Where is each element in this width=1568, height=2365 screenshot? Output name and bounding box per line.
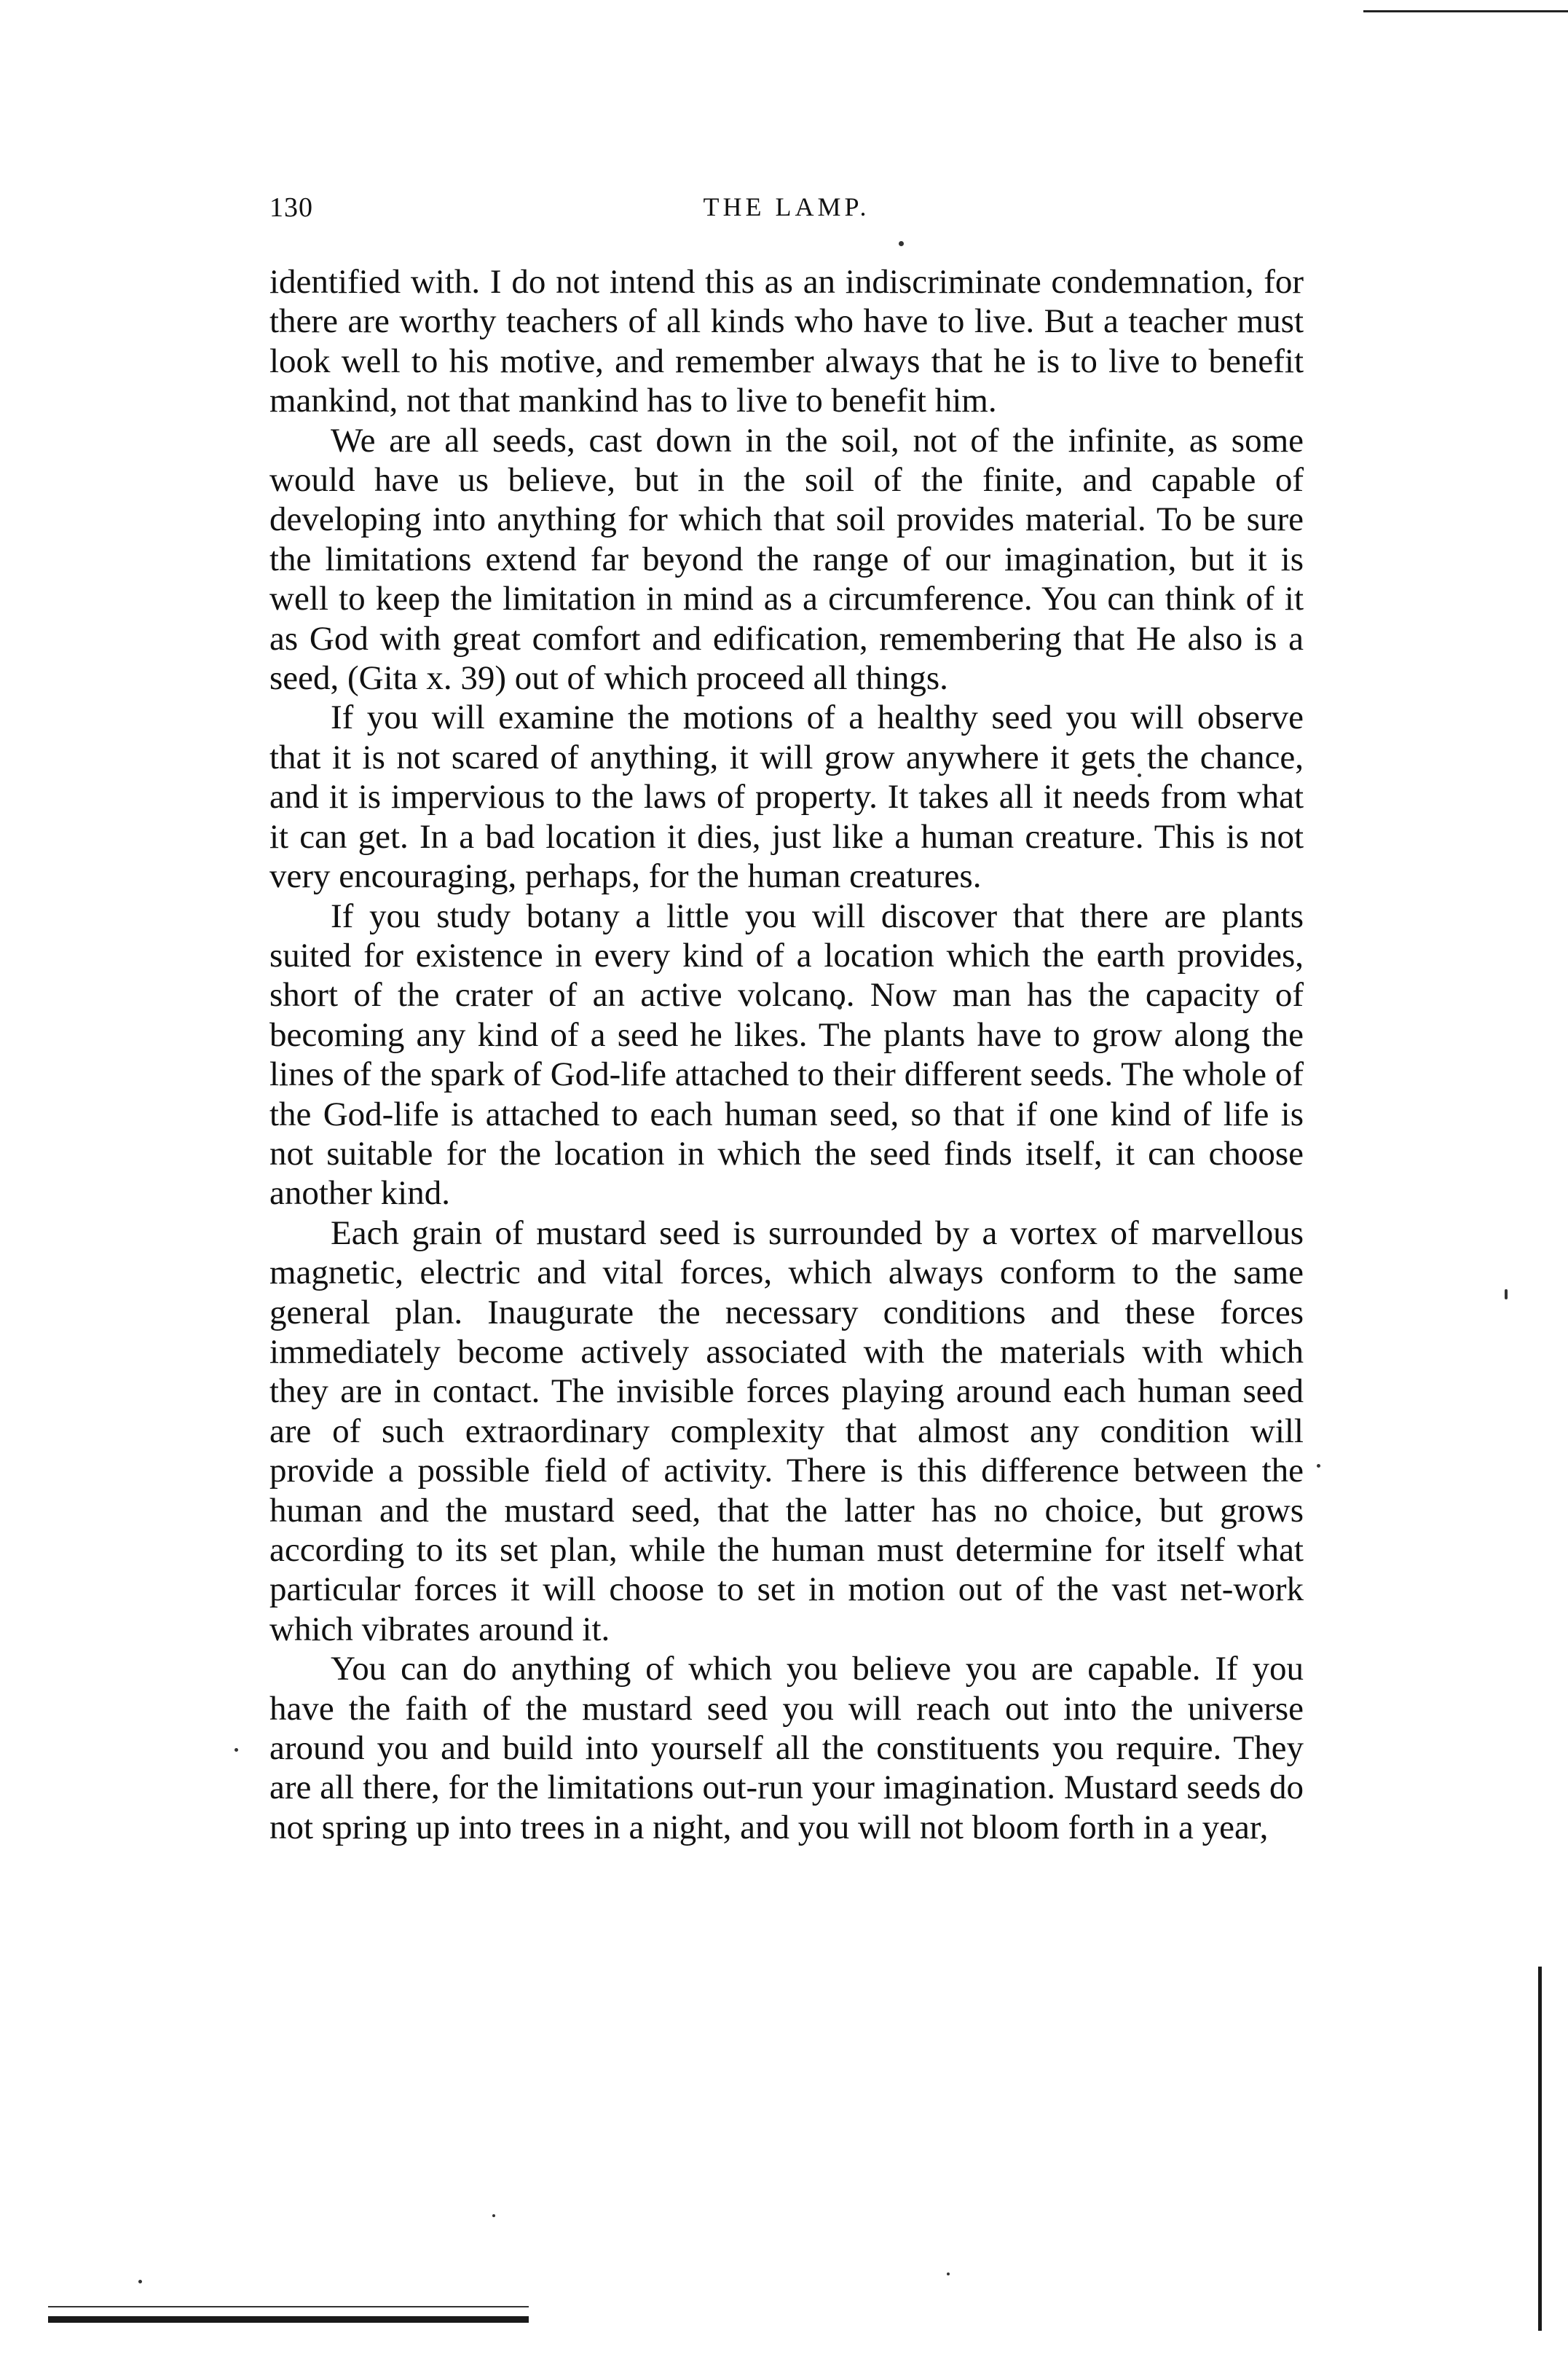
paragraph-2: We are all seeds, cast down in the soil, not of the infinite, as some would have us believe, but in the soil of the finite, and capable of developing into anything for which that soil provides material. To be sure the limitations extend far beyond the range of our imagination, but it is well to keep the limitation in mind as a circumference. You can think of it as God with great comfort and edification, remembering that He also is a seed, (Gita x. 39) out of which proceed all things. — [269, 421, 1304, 698]
paragraph-4: If you study botany a little you will discover that there are plants suited for existence in every kind of a location which the earth provides, short of the crater of an active volcano. Now man has the capacity of becoming any kind of a seed he likes. The plants have to grow along the lines of the spark of God-life attached to their different seeds. The whole of the God-life is attached to each human seed, so that if one kind of life is not suitable for the location in which the seed finds itself, it can choose another kind. — [269, 897, 1304, 1213]
speck — [138, 2280, 142, 2283]
speck — [1317, 1464, 1320, 1468]
paragraph-6: You can do anything of which you believe you are capable. If you have the faith of the mustard seed you will reach out into the universe around you and build into yourself all the constituents you require. They are all there, for the limitations out-run your imagination. Mustard seeds do not spring up into trees in a night, and you will not bloom forth in a year, — [269, 1650, 1304, 1846]
top-edge-rule — [1363, 10, 1568, 12]
right-edge-rule — [1538, 1967, 1542, 2331]
bottom-edge-rule — [48, 2316, 529, 2323]
speck — [947, 2272, 950, 2275]
speck — [492, 2214, 495, 2217]
paragraph-5: Each grain of mustard seed is surrounded by a vortex of marvellous magnetic, electric and vital forces, which always conform to the same general plan. Inaugurate the necessary conditions and these forces immediately become actively associated with the materials with which they are in contact. The invisible forces playing around each human seed are of such extraordinary complexity that almost any condition will provide a possible field of activity. There is this difference between the human and the mustard seed, that the latter has no choice, but grows according to its set plan, while the human must determine for itself what particular forces it will choose to set in motion out of the vast net-work which vibrates around it. — [269, 1213, 1304, 1648]
page-number: 130 — [269, 192, 313, 223]
bottom-edge-rule-thin — [48, 2306, 529, 2307]
body-text — [269, 262, 1304, 1847]
running-title: THE LAMP. — [703, 192, 870, 221]
speck — [235, 1748, 238, 1752]
paragraph-1: identified with. I do not intend this as an indiscriminate condemnation, for there are worthy teachers of all kinds who have to live. But a teacher must look well to his motive, and remember always that he is to live to benefit mankind, not that mankind has to live to benefit him. — [269, 263, 1304, 420]
running-head — [269, 192, 1304, 243]
paragraph-3: If you will examine the motions of a healthy seed you will observe that it is not scared of anything, it will grow anywhere it gets the chance, and it is impervious to the laws of property. It takes all it needs from what it can get. In a bad location it dies, just like a human creature. This is not very encouraging, perhaps, for the human creatures. — [269, 699, 1304, 896]
speck — [1505, 1289, 1508, 1299]
